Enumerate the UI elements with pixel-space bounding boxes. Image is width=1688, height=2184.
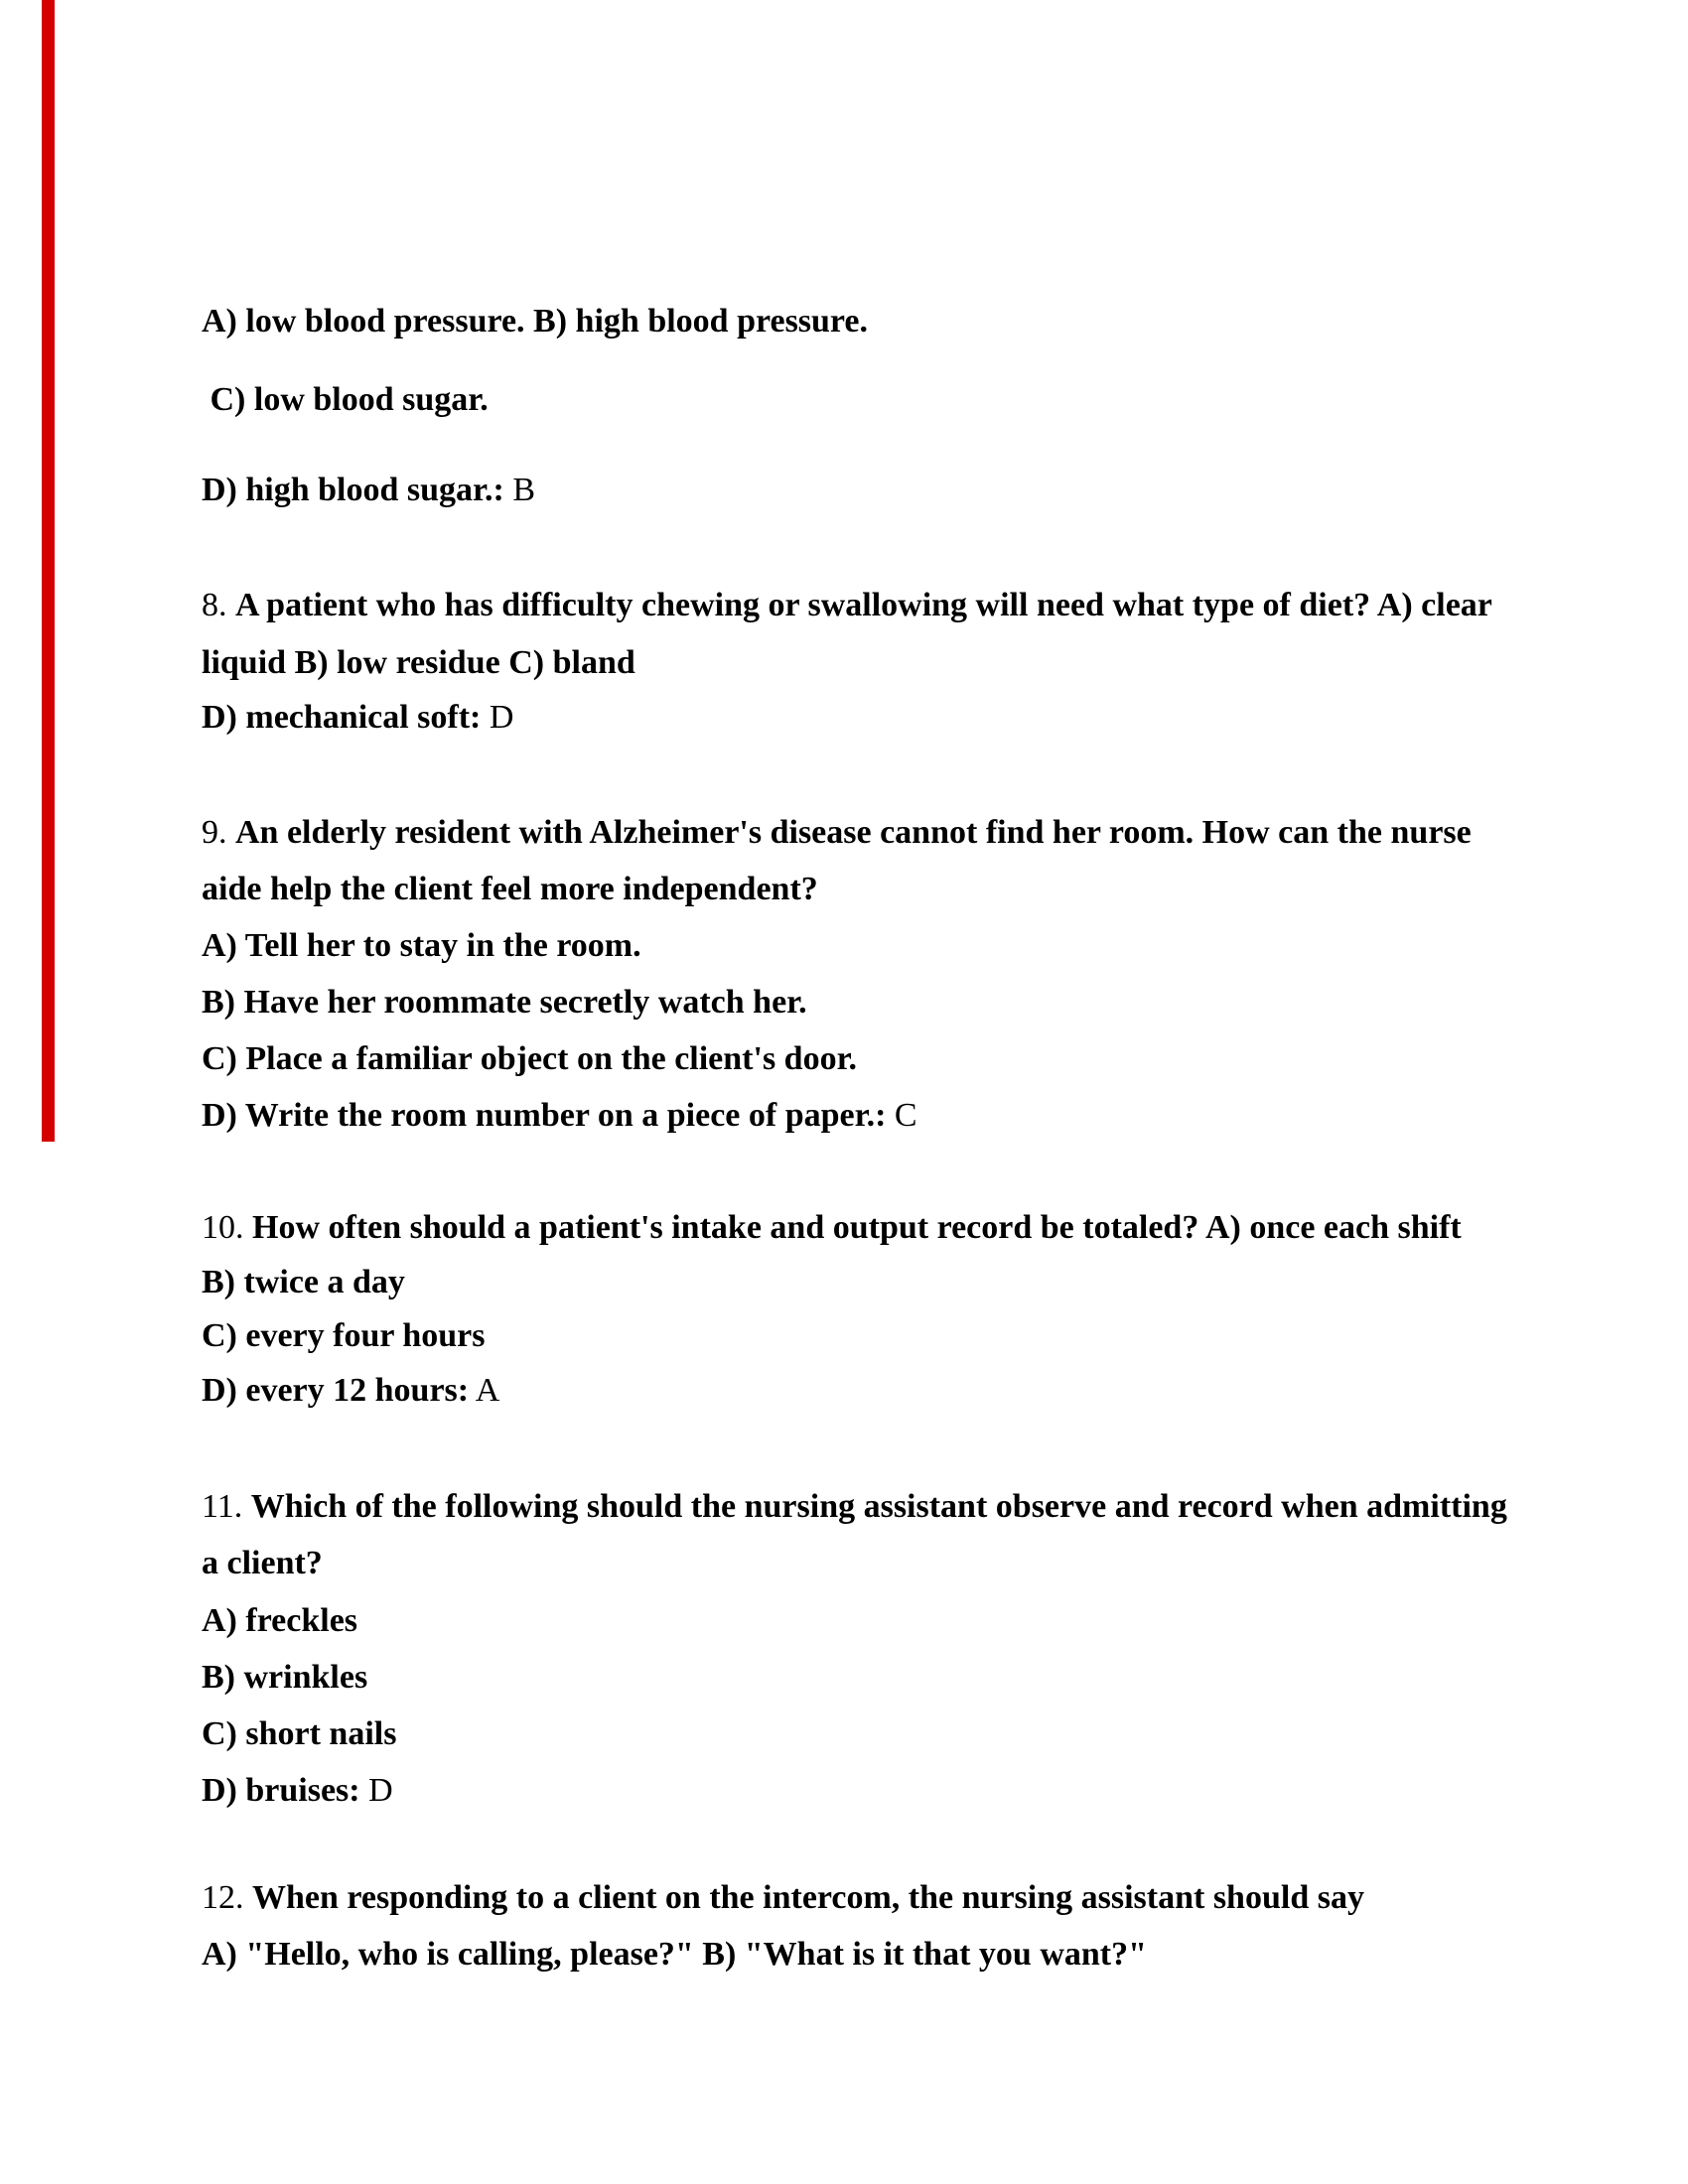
question-11-line: a client? [202, 1545, 323, 1581]
question-11-line: A) freckles [202, 1602, 358, 1639]
question-9-line: A) Tell her to stay in the room. [202, 927, 641, 964]
question-10-line: D) every 12 hours: A [202, 1372, 500, 1409]
question-9-line: 9. An elderly resident with Alzheimer's disease cannot find her room. How can the nurse [202, 814, 1472, 851]
question-9-line: aide help the client feel more independent? [202, 871, 818, 907]
question-11-line: B) wrinkles [202, 1659, 368, 1696]
answer-option-line: A) low blood pressure. B) high blood pressure. [202, 303, 869, 340]
question-12-line: 12. When responding to a client on the intercom, the nursing assistant should say [202, 1879, 1364, 1916]
question-9-line: C) Place a familiar object on the client's door. [202, 1040, 858, 1077]
question-8-line: 8. A patient who has difficulty chewing or swallowing will need what type of diet? A) clear [202, 587, 1492, 623]
question-9-line: D) Write the room number on a piece of paper.: C [202, 1097, 917, 1134]
question-8-line: liquid B) low residue C) bland [202, 644, 635, 681]
answer-option-line: D) high blood sugar.: B [202, 472, 536, 508]
question-10-line: C) every four hours [202, 1317, 486, 1354]
question-9-line: B) Have her roommate secretly watch her. [202, 984, 807, 1021]
question-11-line: C) short nails [202, 1715, 397, 1752]
question-8-line: D) mechanical soft: D [202, 699, 514, 736]
question-10-line: 10. How often should a patient's intake and output record be totaled? A) once each shift [202, 1209, 1462, 1246]
question-11-line: 11. Which of the following should the nursing assistant observe and record when admitting [202, 1488, 1507, 1525]
question-11-line: D) bruises: D [202, 1772, 393, 1809]
answer-option-line: C) low blood sugar. [202, 381, 489, 418]
red-margin-line [42, 0, 55, 1142]
question-10-line: B) twice a day [202, 1264, 405, 1300]
question-12-line: A) "Hello, who is calling, please?" B) "What is it that you want?" [202, 1936, 1147, 1973]
